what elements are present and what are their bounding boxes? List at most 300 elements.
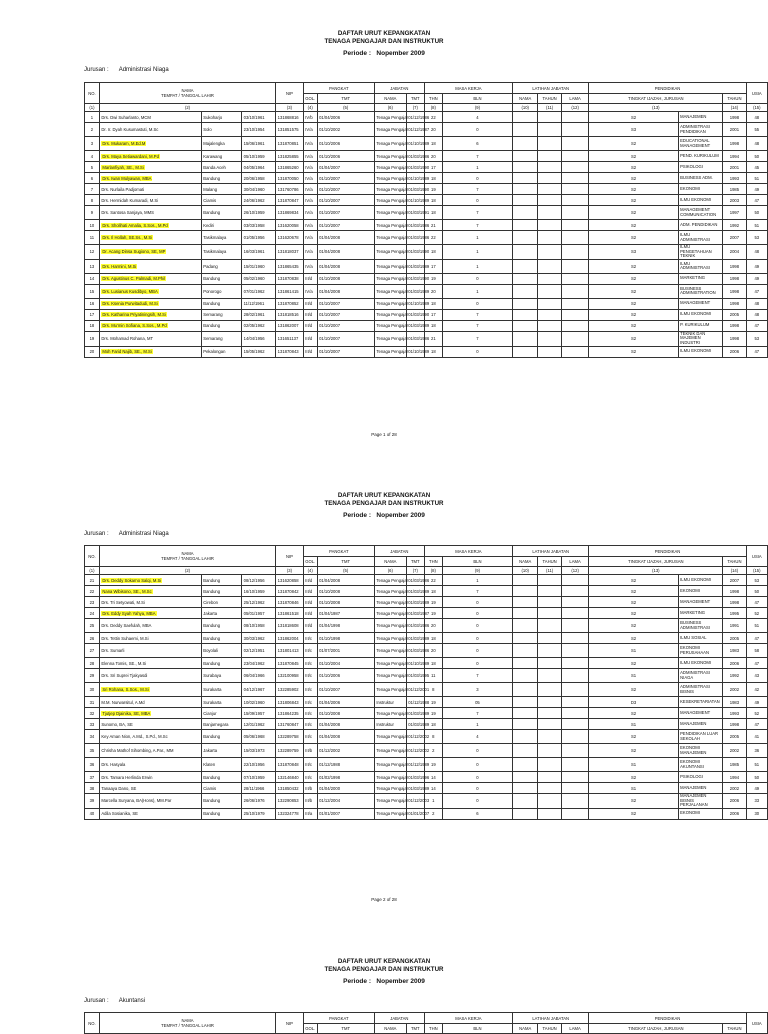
row-jabatan: Tenaga Pengajar xyxy=(374,284,406,298)
row-tingkat: S1 xyxy=(589,758,678,772)
row-tingkat: S3 xyxy=(589,245,678,260)
row-bln: 7 xyxy=(442,320,512,331)
row-tmt: 01/10/2007 xyxy=(317,206,374,220)
row-tahun: 1992 xyxy=(723,669,746,683)
row-tahun: 1998 xyxy=(723,112,746,123)
row-jabatan-tmt: 01/03/1989 xyxy=(406,708,424,719)
header-no: NO. xyxy=(85,1013,100,1034)
header-nama: NAMA TEMPAT / TANGGAL LAHIR xyxy=(99,1013,275,1034)
row-latihan-nama xyxy=(512,259,537,273)
row-gol: III/c xyxy=(303,683,317,697)
row-bln: 0 xyxy=(442,644,512,658)
table-row xyxy=(85,697,768,708)
row-thn: 11 xyxy=(424,669,442,683)
jurusan-value: Akuntansi xyxy=(118,998,146,1004)
row-gol: III/d xyxy=(303,298,317,309)
row-tempat: Bandung xyxy=(201,772,241,783)
row-tanggal: 15/06/1961 xyxy=(242,137,276,151)
row-nip: 131851575 xyxy=(276,123,304,137)
row-bln: 4 xyxy=(442,112,512,123)
row-thn: 18 xyxy=(424,137,442,151)
row-tempat: Cirebon xyxy=(201,597,241,608)
row-tahun: 2002 xyxy=(723,783,746,794)
row-latihan-tahun xyxy=(538,758,561,772)
row-jurusan: ILMU ADMINISTRASI xyxy=(678,231,723,245)
row-tempat: Solo xyxy=(201,123,241,137)
row-tahun: 2002 xyxy=(723,744,746,758)
row-no: 4 xyxy=(85,151,100,162)
row-jurusan: ILMU EKONOMI xyxy=(678,658,723,669)
row-bln: 0 xyxy=(442,658,512,669)
row-nip: 131801413 xyxy=(276,644,304,658)
row-bln: 1 xyxy=(442,259,512,273)
row-no: 25 xyxy=(85,619,100,633)
row-tmt: 01/10/2008 xyxy=(317,586,374,597)
row-bln: 7 xyxy=(442,669,512,683)
row-gol: IV/a xyxy=(303,195,317,206)
row-tahun: 1998 xyxy=(723,719,746,730)
header-latihan-lama: LAMA xyxy=(561,557,589,567)
row-tempat: Bandung xyxy=(201,808,241,819)
row-usia: 48 xyxy=(746,112,767,123)
row-tanggal: 14/04/1956 xyxy=(242,331,276,346)
header-jabatan-tmt: TMT xyxy=(406,1024,424,1034)
row-no: 10 xyxy=(85,220,100,231)
row-tahun: 1992 xyxy=(723,220,746,231)
row-thn: 19 xyxy=(424,597,442,608)
row-jabatan-tmt: 01/03/1986 xyxy=(406,575,424,586)
row-nip: 131825855 xyxy=(276,151,304,162)
header-usia: USIA xyxy=(746,83,767,104)
header-thn: THN xyxy=(424,1024,442,1034)
row-latihan-nama xyxy=(512,608,537,619)
row-jabatan: Tenaga Pengajar xyxy=(374,658,406,669)
document-page xyxy=(0,492,768,519)
row-no: 9 xyxy=(85,206,100,220)
row-no: 28 xyxy=(85,658,100,669)
row-tmt: 01/04/2008 xyxy=(317,259,374,273)
row-usia: 33 xyxy=(746,794,767,809)
row-tanggal: 07/01/1962 xyxy=(242,284,276,298)
row-tempat: Banjarnegara xyxy=(201,719,241,730)
row-tanggal: 20/06/1958 xyxy=(242,173,276,184)
row-no: 30 xyxy=(85,683,100,697)
row-jabatan: Tenaga Pengajar xyxy=(374,231,406,245)
header-pangkat: PANGKAT xyxy=(303,1013,374,1024)
row-jurusan: TEKNIK DAN MAJEMEN INDUSTRI xyxy=(678,331,723,346)
row-no: 11 xyxy=(85,231,100,245)
row-tingkat: S2 xyxy=(589,744,678,758)
table-row xyxy=(85,808,768,819)
row-jabatan-tmt: 01/12/2002 xyxy=(406,744,424,758)
row-tanggal: 08/12/1956 xyxy=(242,575,276,586)
row-tahun: 2001 xyxy=(723,123,746,137)
doc-title: DAFTAR URUT KEPANGKATAN TENAGA PENGAJAR DAN INSTRUKTUR xyxy=(324,30,444,45)
row-nama: Dr. Ir. Dyah Kusumastuti, M.Sc xyxy=(99,123,201,137)
row-tahun: 2001 xyxy=(723,162,746,173)
row-no: 33 xyxy=(85,719,100,730)
row-nama: Drs. Mukaram, M.Ed.M xyxy=(99,137,201,151)
row-latihan-tahun xyxy=(538,697,561,708)
table-row xyxy=(85,586,768,597)
row-usia: 49 xyxy=(746,783,767,794)
row-nama: Tjutjep Djainika, SE, MBA xyxy=(99,708,201,719)
header-pend-tahun: TAHUN xyxy=(723,1024,746,1034)
row-jabatan-tmt: 01/03/1986 xyxy=(406,220,424,231)
header-jabatan-nama: NAMA xyxy=(374,1024,406,1034)
periode: Periode : Nopember 2009 xyxy=(343,978,425,985)
row-tanggal: 30/04/1960 xyxy=(242,184,276,195)
table-row xyxy=(85,220,768,231)
row-usia: 47 xyxy=(746,658,767,669)
row-jabatan: Tenaga Pengajar xyxy=(374,619,406,633)
row-nip: 131869834 xyxy=(276,206,304,220)
row-tempat: Bandung xyxy=(201,619,241,633)
row-jurusan: MARKETING xyxy=(678,608,723,619)
row-jabatan-tmt: 01/03/1991 xyxy=(406,206,424,220)
row-thn: 22 xyxy=(424,575,442,586)
row-jurusan: PENDIDIKAN LUAR SEKOLAH xyxy=(678,730,723,744)
row-no: 17 xyxy=(85,309,100,320)
row-tingkat: S2 xyxy=(589,151,678,162)
row-jurusan: MANAGEMENT xyxy=(678,298,723,309)
row-latihan-lama xyxy=(561,284,589,298)
row-thn: 20 xyxy=(424,619,442,633)
row-latihan-tahun xyxy=(538,220,561,231)
row-gol: III/d xyxy=(303,619,317,633)
row-latihan-lama xyxy=(561,708,589,719)
row-thn: 17 xyxy=(424,309,442,320)
row-jabatan: Instruktur xyxy=(374,697,406,708)
row-nip: 131861415 xyxy=(276,284,304,298)
row-nama: Marlanfiyah, SE., M.Si xyxy=(99,162,201,173)
row-tempat: Padang xyxy=(201,259,241,273)
row-latihan-tahun xyxy=(538,151,561,162)
row-tempat: Bandung xyxy=(201,575,241,586)
row-tmt: 01/10/2002 xyxy=(317,123,374,137)
row-gol: III/d xyxy=(303,597,317,608)
row-nama: Drs. Deddy Saefulah, MBA xyxy=(99,619,201,633)
row-no: 19 xyxy=(85,331,100,346)
row-usia: 48 xyxy=(746,298,767,309)
row-bln: 3 xyxy=(442,683,512,697)
table-row xyxy=(85,783,768,794)
row-jabatan: Tenaga Pengajar xyxy=(374,808,406,819)
row-tingkat: S2 xyxy=(589,633,678,644)
row-nama: Drs. Lusianus Kusdibyo, MBA xyxy=(99,284,201,298)
row-tahun: 2006 xyxy=(723,794,746,809)
row-usia: 45 xyxy=(746,162,767,173)
row-bln: 0 xyxy=(442,619,512,633)
row-thn: 18 xyxy=(424,320,442,331)
row-latihan-tahun xyxy=(538,772,561,783)
row-tahun: 2003 xyxy=(723,195,746,206)
header-thn: THN xyxy=(424,94,442,104)
row-jabatan-tmt: 01/12/2001 xyxy=(406,683,424,697)
row-no: 6 xyxy=(85,173,100,184)
row-latihan-tahun xyxy=(538,298,561,309)
row-jurusan: EKONOMI MANAJEMEN xyxy=(678,744,723,758)
row-nama: Drs. Hermidah Kumaradi, M.Si xyxy=(99,195,201,206)
row-tanggal: 30/03/1962 xyxy=(242,633,276,644)
row-jurusan: ADMINISTRASI NIAGA xyxy=(678,669,723,683)
row-jabatan: Tenaga Pengajar xyxy=(374,783,406,794)
row-usia: 41 xyxy=(746,730,767,744)
row-tingkat: S2 xyxy=(589,708,678,719)
row-tanggal: 28/02/1961 xyxy=(242,309,276,320)
row-thn: 18 xyxy=(424,206,442,220)
row-tanggal: 07/10/1959 xyxy=(242,772,276,783)
row-tahun: 1993 xyxy=(723,173,746,184)
row-tempat: Kediri xyxy=(201,220,241,231)
header-gol: GOL. xyxy=(303,557,317,567)
row-usia: 43 xyxy=(746,669,767,683)
row-gol: III/d xyxy=(303,320,317,331)
row-nip: 131818516 xyxy=(276,309,304,320)
row-tempat: Surakarta xyxy=(201,683,241,697)
row-jabatan: Tenaga Pengajar xyxy=(374,112,406,123)
row-latihan-tahun xyxy=(538,320,561,331)
row-jurusan: ILMU EKONOMI xyxy=(678,346,723,357)
row-thn: 8 xyxy=(424,683,442,697)
row-tingkat: S2 xyxy=(589,320,678,331)
row-no: 18 xyxy=(85,320,100,331)
row-thn: 22 xyxy=(424,231,442,245)
row-tmt: 01/04/2006 xyxy=(317,697,374,708)
row-usia: 50 xyxy=(746,772,767,783)
row-latihan-lama xyxy=(561,184,589,195)
row-tahun: 1983 xyxy=(723,697,746,708)
row-jurusan: BUSINESS ADM. xyxy=(678,173,723,184)
row-tmt: 01/04/2008 xyxy=(317,231,374,245)
row-jurusan: ILMU SOSIAL xyxy=(678,633,723,644)
row-nip: 131870050 xyxy=(276,173,304,184)
table-row xyxy=(85,151,768,162)
row-tanggal: 04/12/1967 xyxy=(242,683,276,697)
row-latihan-nama xyxy=(512,331,537,346)
row-latihan-lama xyxy=(561,744,589,758)
row-tanggal: 03/10/1961 xyxy=(242,112,276,123)
row-tanggal: 06/04/1966 xyxy=(242,669,276,683)
header-masa-kerja: MASA KERJA xyxy=(424,1013,512,1024)
row-usia: 49 xyxy=(746,184,767,195)
row-nip: 132285902 xyxy=(276,683,304,697)
header-nip: NIP xyxy=(276,83,304,104)
document-page xyxy=(0,30,768,57)
row-bln: 1 xyxy=(442,162,512,173)
row-jabatan: Tenaga Pengajar xyxy=(374,644,406,658)
row-tmt: 01/10/2008 xyxy=(317,597,374,608)
row-nip: 131850432 xyxy=(276,783,304,794)
row-tempat: Malang xyxy=(201,184,241,195)
row-jabatan-tmt: 01/03/1987 xyxy=(406,608,424,619)
row-gol: III/c xyxy=(303,697,317,708)
row-latihan-tahun xyxy=(538,245,561,260)
row-latihan-lama xyxy=(561,206,589,220)
row-tingkat: S2 xyxy=(589,112,678,123)
jurusan-label: Jurusan : Akuntansi xyxy=(84,998,146,1004)
row-nip: 131868816 xyxy=(276,112,304,123)
row-nama: Drs. Deddy Sokarno Salqi, M.Si xyxy=(99,575,201,586)
row-jabatan-tmt: 01/01/2007 xyxy=(406,808,424,819)
row-tahun: 1998 xyxy=(723,597,746,608)
row-tempat: Bandung xyxy=(201,320,241,331)
row-gol: III/d xyxy=(303,331,317,346)
row-jabatan: Tenaga Pengajar xyxy=(374,151,406,162)
row-tahun: 1985 xyxy=(723,758,746,772)
row-latihan-tahun xyxy=(538,683,561,697)
row-gol: IV/a xyxy=(303,184,317,195)
row-nama: Dr. Acang Dinsa Sugiono, SE, MP xyxy=(99,245,201,260)
row-thn: 18 xyxy=(424,245,442,260)
staff-table xyxy=(84,1012,768,1034)
row-gol: III/b xyxy=(303,794,317,809)
row-tmt: 01/04/2008 xyxy=(317,719,374,730)
header-latihan-lama: LAMA xyxy=(561,94,589,104)
row-latihan-tahun xyxy=(538,719,561,730)
header-gol: GOL. xyxy=(303,1024,317,1034)
row-latihan-nama xyxy=(512,273,537,284)
row-latihan-lama xyxy=(561,597,589,608)
row-tanggal: 15/09/1957 xyxy=(242,708,276,719)
row-no: 24 xyxy=(85,608,100,619)
row-jabatan: Tenaga Pengajar xyxy=(374,273,406,284)
row-latihan-nama xyxy=(512,794,537,809)
row-tanggal: 05/01/1957 xyxy=(242,608,276,619)
row-bln: 7 xyxy=(442,309,512,320)
row-no: 20 xyxy=(85,346,100,357)
row-thn: 18 xyxy=(424,195,442,206)
row-jurusan: MANAGEMENT xyxy=(678,597,723,608)
row-tmt: 01/01/2007 xyxy=(317,808,374,819)
header-latihan-tahun: TAHUN xyxy=(538,1024,561,1034)
row-latihan-nama xyxy=(512,619,537,633)
row-tanggal: 16/10/1959 xyxy=(242,586,276,597)
row-latihan-lama xyxy=(561,273,589,284)
row-latihan-nama xyxy=(512,658,537,669)
row-no: 37 xyxy=(85,772,100,783)
table-row xyxy=(85,123,768,137)
row-tmt: 01/04/1987 xyxy=(317,608,374,619)
row-latihan-lama xyxy=(561,346,589,357)
row-usia: 47 xyxy=(746,633,767,644)
table-row xyxy=(85,231,768,245)
row-jabatan-tmt: 01/03/1986 xyxy=(406,331,424,346)
row-latihan-lama xyxy=(561,658,589,669)
row-nama: Drs. Mohamad Rohana, MT xyxy=(99,331,201,346)
row-tingkat: S2 xyxy=(589,137,678,151)
header-pendidikan: PENDIDIKAN xyxy=(589,83,746,94)
row-nip: 131870848 xyxy=(276,758,304,772)
row-tingkat: S2 xyxy=(589,575,678,586)
row-thn: 2 xyxy=(424,744,442,758)
row-gol: IV/a xyxy=(303,137,317,151)
row-usia: 52 xyxy=(746,708,767,719)
row-jurusan: ILMU ADMINISTRASI xyxy=(678,259,723,273)
row-tanggal: 05/06/1968 xyxy=(242,730,276,744)
row-no: 5 xyxy=(85,162,100,173)
row-usia: 49 xyxy=(746,697,767,708)
row-nama: Drs. Agustinus C. Palmadi, M.Phil xyxy=(99,273,201,284)
row-nip: 131620678 xyxy=(276,231,304,245)
row-jabatan: Tenaga Pengajar xyxy=(374,137,406,151)
row-jabatan: Tenaga Pengajar xyxy=(374,608,406,619)
row-tahun: 1994 xyxy=(723,151,746,162)
row-tahun: 1998 xyxy=(723,137,746,151)
row-nip: 131818608 xyxy=(276,619,304,633)
row-tempat: Ciamis xyxy=(201,195,241,206)
row-jabatan: Tenaga Pengajar xyxy=(374,298,406,309)
row-bln: 7 xyxy=(442,586,512,597)
row-bln: 6 xyxy=(442,808,512,819)
row-tingkat: S2 xyxy=(589,772,678,783)
row-nip: 131862004 xyxy=(276,633,304,644)
header-jabatan-tmt: TMT xyxy=(406,94,424,104)
row-usia: 58 xyxy=(746,644,767,658)
row-latihan-nama xyxy=(512,783,537,794)
row-tahun: 2007 xyxy=(723,231,746,245)
header-nama: NAMA TEMPAT / TANGGAL LAHIR xyxy=(99,546,275,567)
row-nama: Drs. Il Hollah, SE.Ss., M.Si xyxy=(99,231,201,245)
row-jabatan: Tenaga Pengajar xyxy=(374,259,406,273)
row-tingkat: S2 xyxy=(589,231,678,245)
row-usia: 47 xyxy=(746,320,767,331)
row-usia: 55 xyxy=(746,123,767,137)
row-latihan-tahun xyxy=(538,644,561,658)
staff-table xyxy=(84,545,768,820)
row-tanggal: 05/02/1960 xyxy=(242,273,276,284)
row-nip: 131870842 xyxy=(276,586,304,597)
row-tempat: Boyolali xyxy=(201,644,241,658)
row-thn: 18 xyxy=(424,298,442,309)
row-tanggal: 05/10/1959 xyxy=(242,151,276,162)
row-latihan-nama xyxy=(512,586,537,597)
table-row xyxy=(85,708,768,719)
row-jabatan-tmt: 01/03/1986 xyxy=(406,619,424,633)
row-no: 7 xyxy=(85,184,100,195)
row-thn: 14 xyxy=(424,772,442,783)
row-tmt: 01/10/1998 xyxy=(317,633,374,644)
row-tmt: 01/10/2007 xyxy=(317,683,374,697)
row-gol: IV/a xyxy=(303,173,317,184)
row-tingkat: S2 xyxy=(589,586,678,597)
row-nip: 131760786 xyxy=(276,184,304,195)
row-jurusan: MANAJEMEN BISNIS PERJALANAN xyxy=(678,794,723,809)
page-number: Page 2 of 28 xyxy=(371,897,397,902)
row-usia: 42 xyxy=(746,683,767,697)
row-nip: 131620858 xyxy=(276,575,304,586)
row-latihan-nama xyxy=(512,123,537,137)
header-jabatan-nama: NAMA xyxy=(374,557,406,567)
row-tingkat: S2 xyxy=(589,309,678,320)
row-nama: Key Aman Nion, A.Md., S.Pd., M.Sc xyxy=(99,730,201,744)
row-thn: 22 xyxy=(424,112,442,123)
row-usia: 47 xyxy=(746,346,767,357)
row-thn: 17 xyxy=(424,162,442,173)
table-row xyxy=(85,719,768,730)
row-tahun: 1995 xyxy=(723,608,746,619)
row-tmt: 01/10/2004 xyxy=(317,658,374,669)
row-tingkat: S2 xyxy=(589,619,678,633)
row-bln: 7 xyxy=(442,184,512,195)
header-jabatan-nama: NAMA xyxy=(374,94,406,104)
row-latihan-nama xyxy=(512,184,537,195)
row-bln: 6 xyxy=(442,137,512,151)
row-tmt: 01/10/2007 xyxy=(317,298,374,309)
row-bln: 7 xyxy=(442,220,512,231)
row-tanggal: 25/10/1979 xyxy=(242,808,276,819)
row-tanggal: 08/10/1958 xyxy=(242,619,276,633)
